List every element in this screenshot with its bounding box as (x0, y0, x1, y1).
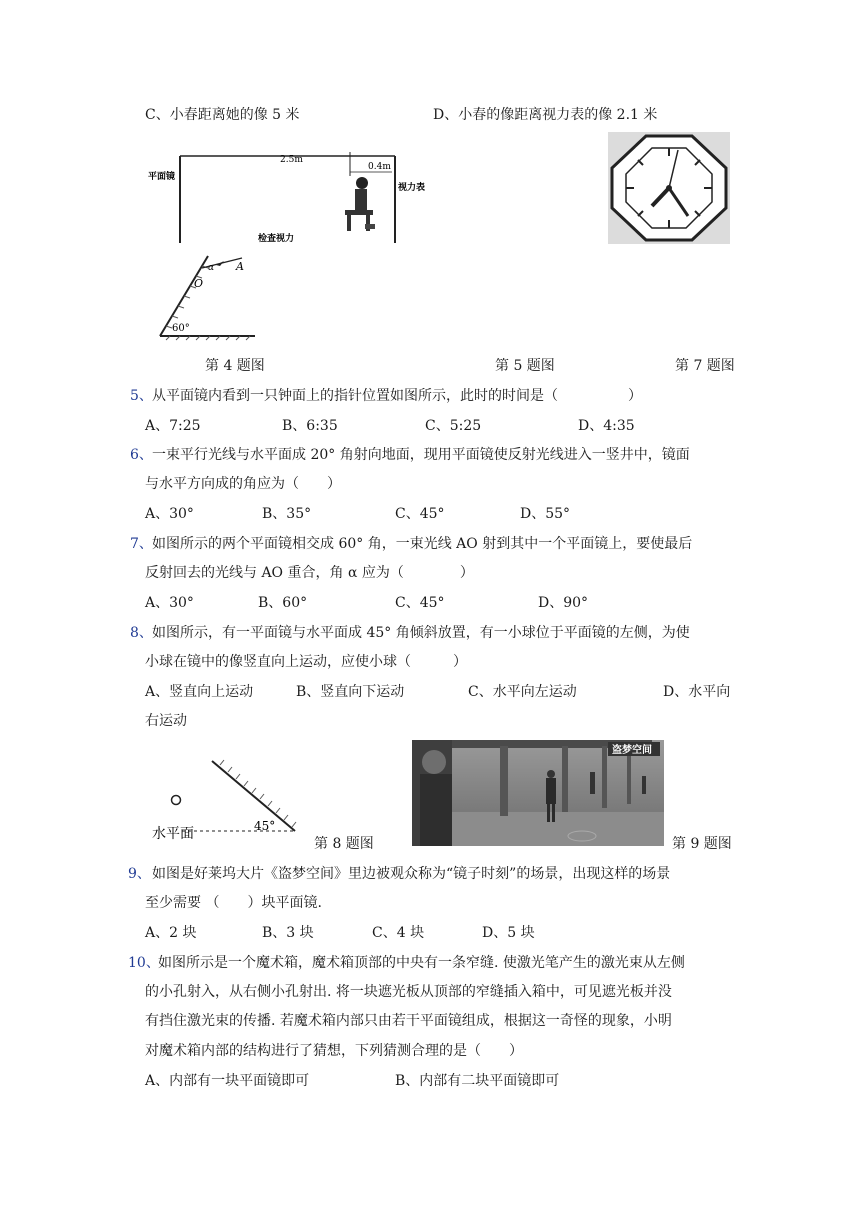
q9-number: 9、 (128, 866, 151, 882)
q9-line1: 如图是好莱坞大片《盗梦空间》里边被观众称为“镜子时刻”的场景，出现这样的场景 (152, 866, 671, 882)
q5-option-c: C、5:25 (425, 418, 482, 434)
q8-option-c: C、水平向左运动 (468, 684, 577, 700)
q8-number: 8、 (130, 625, 153, 641)
q8-option-b: B、竖直向下运动 (296, 684, 405, 700)
q7-option-d: D、90° (538, 595, 589, 611)
q9-option-c: C、4 块 (372, 925, 425, 941)
label-a: A (236, 260, 244, 273)
caption-fig5: 第 5 题图 (495, 358, 555, 374)
q7-line2: 反射回去的光线与 AO 重合，角 α 应为（ ） (145, 565, 474, 581)
caption-fig8: 第 8 题图 (314, 836, 374, 852)
q6-option-a: A、30° (145, 506, 194, 522)
q8-line2: 小球在镜中的像竖直向上运动，应使小球（ ） (145, 654, 467, 670)
two-mirrors-figure (150, 250, 260, 342)
q5-option-a: A、7:25 (145, 418, 201, 434)
q9-option-b: B、3 块 (262, 925, 314, 941)
q6-line1: 一束平行光线与水平面成 20° 角射向地面，现用平面镜使反射光线进入一竖井中，镜面 (152, 447, 690, 463)
q10-option-a: A、内部有一块平面镜即可 (145, 1073, 310, 1089)
label-dist-total: 2.5m (280, 155, 303, 165)
caption-fig9: 第 9 题图 (672, 836, 732, 852)
label-chart: 视力表 (398, 183, 426, 193)
label-60: 60° (172, 323, 190, 334)
q7-option-b: B、60° (258, 595, 308, 611)
label-mirror: 平面镜 (148, 172, 176, 182)
q10-line4: 对魔术箱内部的结构进行了猜想，下列猜测合理的是（ ） (145, 1043, 523, 1059)
q7-option-a: A、30° (145, 595, 194, 611)
q6-number: 6、 (130, 447, 153, 463)
label-eye-test: 检查视力 (258, 234, 295, 244)
q5-option-d: D、4:35 (578, 418, 635, 434)
label-45: 45° (254, 819, 276, 833)
q10-line3: 有挡住激光束的传播. 若魔术箱内部只由若干平面镜组成，根据这一奇怪的现象，小明 (145, 1013, 672, 1029)
q6-option-b: B、35° (262, 506, 312, 522)
q8-line1: 如图所示，有一平面镜与水平面成 45° 角倾斜放置，有一小球位于平面镜的左侧，为使 (152, 625, 690, 641)
q10-line1: 如图所示是一个魔术箱，魔术箱顶部的中央有一条窄缝. 使激光笔产生的激光束从左侧 (158, 955, 685, 971)
q6-line2: 与水平方向成的角应为（ ） (145, 476, 341, 492)
movie-title: 盗梦空间 (612, 745, 652, 756)
q7-option-c: C、45° (395, 595, 445, 611)
q5-number: 5、 (130, 388, 153, 404)
label-ground: 水平面 (152, 826, 194, 842)
mirror-clock-figure (608, 132, 730, 244)
label-alpha: α (208, 263, 215, 273)
q5-option-b: B、6:35 (282, 418, 338, 434)
q6-option-c: C、45° (395, 506, 445, 522)
q5-line1: 从平面镜内看到一只钟面上的指针位置如图所示，此时的时间是（ ） (152, 388, 642, 404)
ball-mirror-figure (150, 755, 310, 840)
q9-line2: 至少需要 （ ）块平面镜. (145, 895, 322, 911)
label-o: O (194, 277, 204, 290)
q8-option-a: A、竖直向上运动 (145, 684, 254, 700)
eye-test-figure (140, 148, 426, 248)
q9-option-a: A、2 块 (145, 925, 197, 941)
caption-fig7: 第 7 题图 (675, 358, 735, 374)
q10-number: 10、 (128, 955, 160, 971)
option-c-top: C、小春距离她的像 5 米 (145, 107, 300, 123)
inception-photo (412, 740, 664, 846)
q10-line2: 的小孔射入，从右侧小孔射出. 将一块遮光板从顶部的窄缝插入箱中，可见遮光板并没 (145, 984, 672, 1000)
q8-option-d-tail: 右运动 (145, 713, 187, 729)
q6-option-d: D、55° (520, 506, 571, 522)
q7-line1: 如图所示的两个平面镜相交成 60° 角，一束光线 AO 射到其中一个平面镜上，要使最后 (152, 536, 693, 552)
q10-option-b: B、内部有二块平面镜即可 (395, 1073, 560, 1089)
q8-option-d: D、水平向 (663, 684, 731, 700)
label-dist-small: 0.4m (368, 162, 391, 172)
q7-number: 7、 (130, 536, 153, 552)
caption-fig4: 第 4 题图 (205, 358, 265, 374)
option-d-top: D、小春的像距离视力表的像 2.1 米 (433, 107, 658, 123)
q9-option-d: D、5 块 (482, 925, 535, 941)
